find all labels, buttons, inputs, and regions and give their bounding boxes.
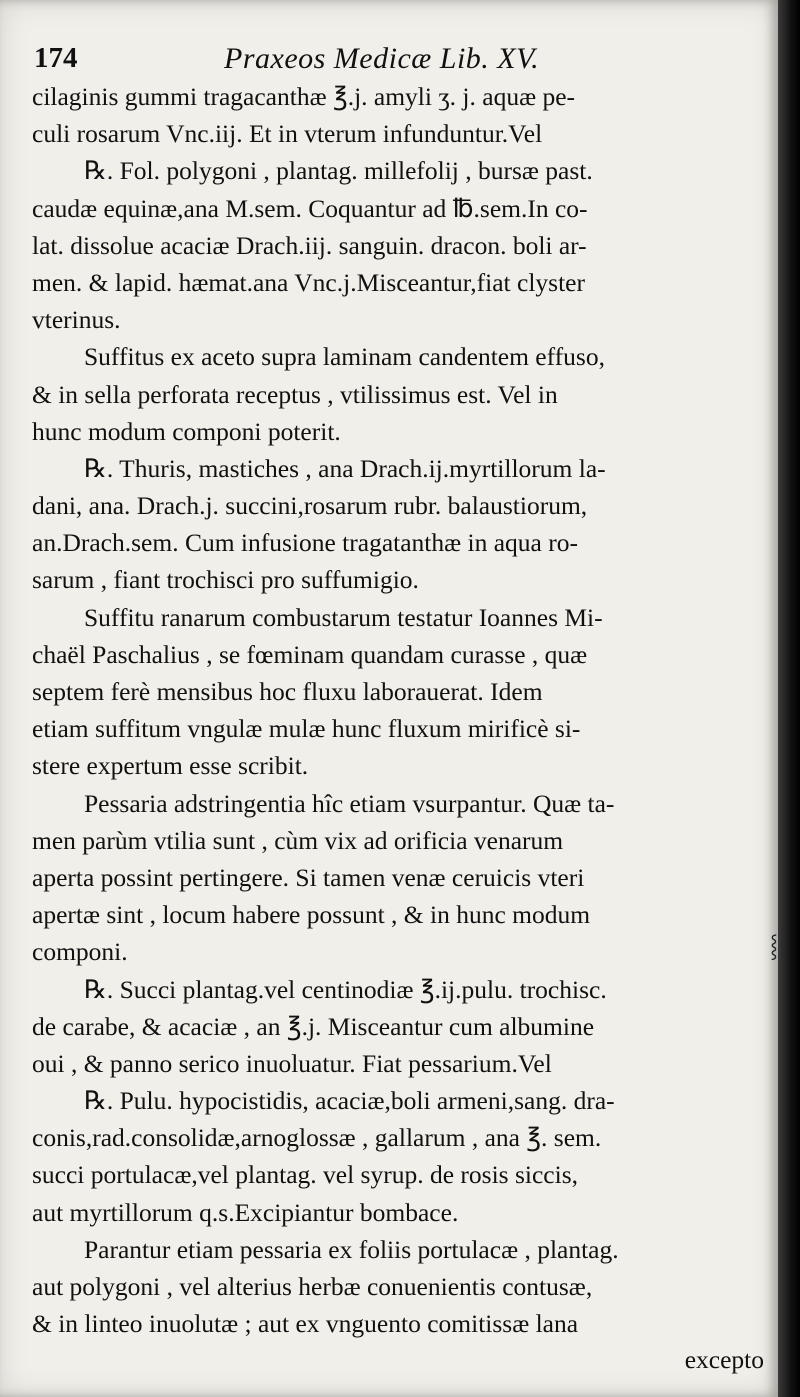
text-line: Suffitus ex aceto supra laminam candentem effuso, — [84, 342, 605, 372]
page-edge — [778, 0, 800, 1397]
page-number: 174 — [34, 42, 78, 74]
text-line: etiam suffitum vngulæ mulæ hunc fluxum mirificè si- — [32, 714, 581, 744]
running-head — [34, 42, 764, 82]
text-line: de carabe, & acaciæ , an ℥.j. Misceantur cum albumine — [32, 1011, 595, 1041]
text-line: conis,rad.consolidæ,arnoglossæ , gallarum , ana ℥. sem. — [32, 1123, 602, 1153]
text-line: & in sella perforata receptus , vtilissimus est. Vel in — [32, 379, 558, 409]
text-line: stere expertum esse scribit. — [32, 751, 309, 781]
text-line: culi rosarum Vnc.iij. Et in vterum infunduntur.Vel — [32, 119, 543, 149]
text-line: hunc modum componi poterit. — [32, 416, 341, 446]
text-line: succi portulacæ,vel plantag. vel syrup. de rosis siccis, — [32, 1160, 578, 1190]
text-line: ℞. Pulu. hypocistidis, acaciæ,boli armeni,sang. dra- — [84, 1086, 615, 1116]
body-text — [32, 78, 770, 1342]
text-line: cilaginis gummi tragacanthæ ℥.j. amyli ʒ. j. aquæ pe- — [32, 82, 576, 111]
text-line: ℞. Thuris, mastiches , ana Drach.ij.myrtillorum la- — [84, 453, 606, 483]
text-line: septem ferè mensibus hoc fluxu laborauerat. Idem — [32, 677, 543, 706]
text-line: dani, ana. Drach.j. succini,rosarum rubr. balaustiorum, — [32, 491, 588, 521]
text-line: an.Drach.sem. Cum infusione tragatanthæ in aqua ro- — [32, 528, 578, 558]
text-line: Parantur etiam pessaria ex foliis portulacæ , plantag. — [84, 1234, 619, 1264]
text-line: lat. dissolue acaciæ Drach.iij. sanguin. dracon. boli ar- — [32, 230, 587, 260]
text-line: chaël Paschalius , se fœminam quandam curasse , quæ — [32, 639, 588, 669]
text-line: men. & lapid. hæmat.ana Vnc.j.Misceantur,fiat clyster — [32, 267, 585, 297]
text-line: Suffitu ranarum combustarum testatur Ioannes Mi- — [84, 602, 603, 632]
text-line: Pessaria adstringentia hîc etiam vsurpantur. Quæ ta- — [84, 788, 615, 818]
text-line: aut polygoni , vel alterius herbæ conuenientis contusæ, — [32, 1272, 593, 1301]
text-line: & in linteo inuolutæ ; aut ex vnguento comitissæ lana — [32, 1309, 579, 1339]
text-line: sarum , fiant trochisci pro suffumigio. — [32, 565, 419, 595]
text-line: oui , & panno serico inuoluatur. Fiat pessarium.Vel — [32, 1048, 552, 1078]
text-line: componi. — [32, 937, 128, 967]
text-line: caudæ equinæ,ana M.sem. Coquantur ad ℔.sem.In co- — [32, 193, 588, 223]
text-line: ℞. Succi plantag.vel centinodiæ ℥.ij.pulu. trochisc. — [84, 974, 607, 1004]
header-title: Praxeos Medicæ Lib. XV. — [224, 42, 540, 75]
catchword: excepto — [684, 1345, 764, 1374]
margin-mark: ⸾ — [770, 934, 778, 959]
text-line: apertæ sint , locum habere possunt , & in hunc modum — [32, 900, 591, 930]
text-line: vterinus. — [32, 305, 121, 335]
text-line: men parùm vtilia sunt , cùm vix ad orificia venarum — [32, 825, 564, 855]
text-line: aperta possint pertingere. Si tamen venæ ceruicis vteri — [32, 862, 585, 892]
text-line: aut myrtillorum q.s.Excipiantur bombace. — [32, 1197, 459, 1227]
text-line: ℞. Fol. polygoni , plantag. millefolij , bursæ past. — [84, 156, 593, 186]
